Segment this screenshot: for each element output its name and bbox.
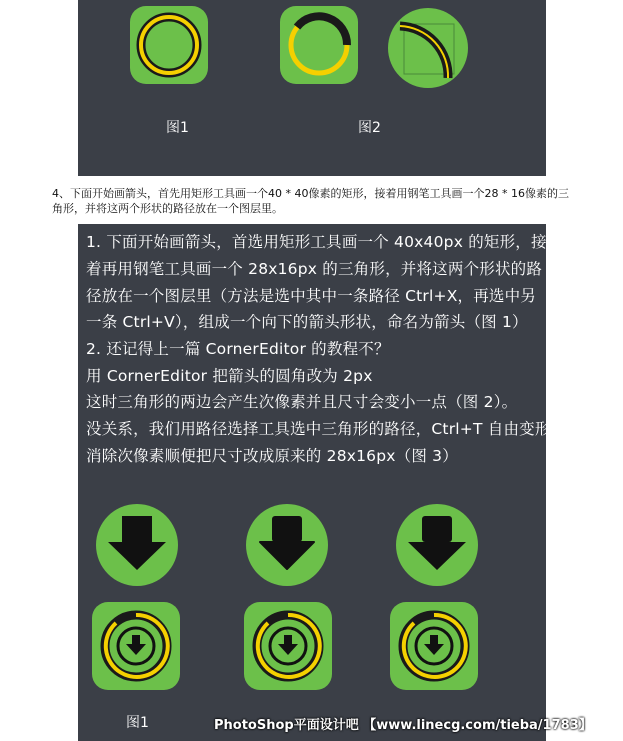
- progress-ring-icon-partial: [280, 6, 358, 84]
- figure-2-label: 图2: [358, 120, 381, 136]
- arrow-circle-icon-3: [396, 504, 478, 586]
- top-figure-panel: [78, 0, 546, 176]
- tutorial-line: 径放在一个图层里（方法是选中其中一条路径 Ctrl+X，再选中另: [86, 287, 537, 305]
- tutorial-line: 用 CornerEditor 把箭头的圆角改为 2px: [86, 367, 373, 385]
- tutorial-line: 1. 下面开始画箭头，首选用矩形工具画一个 40x40px 的矩形，接: [86, 233, 547, 251]
- tutorial-screenshot-panel: [78, 224, 592, 741]
- figure-1-label: 图1: [166, 120, 189, 136]
- arrow-circle-icon-1: [96, 504, 178, 586]
- tutorial-line: 没关系，我们用路径选择工具选中三角形的路径，Ctrl+T 自由变形: [86, 420, 551, 438]
- download-ring-icon-3: [390, 602, 478, 690]
- watermark: PhotoShop平面设计吧 【www.linecg.com/tieba/1783】: [214, 718, 592, 733]
- tutorial-line: 2. 还记得上一篇 CornerEditor 的教程不？: [86, 340, 390, 358]
- arrow-circle-icon-2: [246, 504, 328, 586]
- tutorial-line: 着再用钢笔工具画一个 28x16px 的三角形，并将这两个形状的路: [86, 260, 543, 278]
- tutorial-line: 一条 Ctrl+V），组成一个向下的箭头形状，命名为箭头（图 1）: [86, 313, 528, 331]
- download-ring-icon-2: [244, 602, 332, 690]
- step-description: 4、下面开始画箭头，首先用矩形工具画一个40 * 40像素的矩形，接着用钢笔工具画一个28 * 16像素的三角形，并将这两个形状的路径放在一个图层里。: [52, 187, 569, 215]
- tutorial-line: 这时三角形的两边会产生次像素并且尺寸会变小一点（图 2）。: [86, 393, 518, 411]
- progress-ring-icon-full: [130, 6, 208, 84]
- tutorial-line: 消除次像素顺便把尺寸改成原来的 28x16px（图 3）: [86, 447, 458, 465]
- download-ring-icon-1: [92, 602, 180, 690]
- arc-selection-icon: [388, 6, 472, 90]
- bottom-figure-1-label: 图1: [126, 715, 149, 731]
